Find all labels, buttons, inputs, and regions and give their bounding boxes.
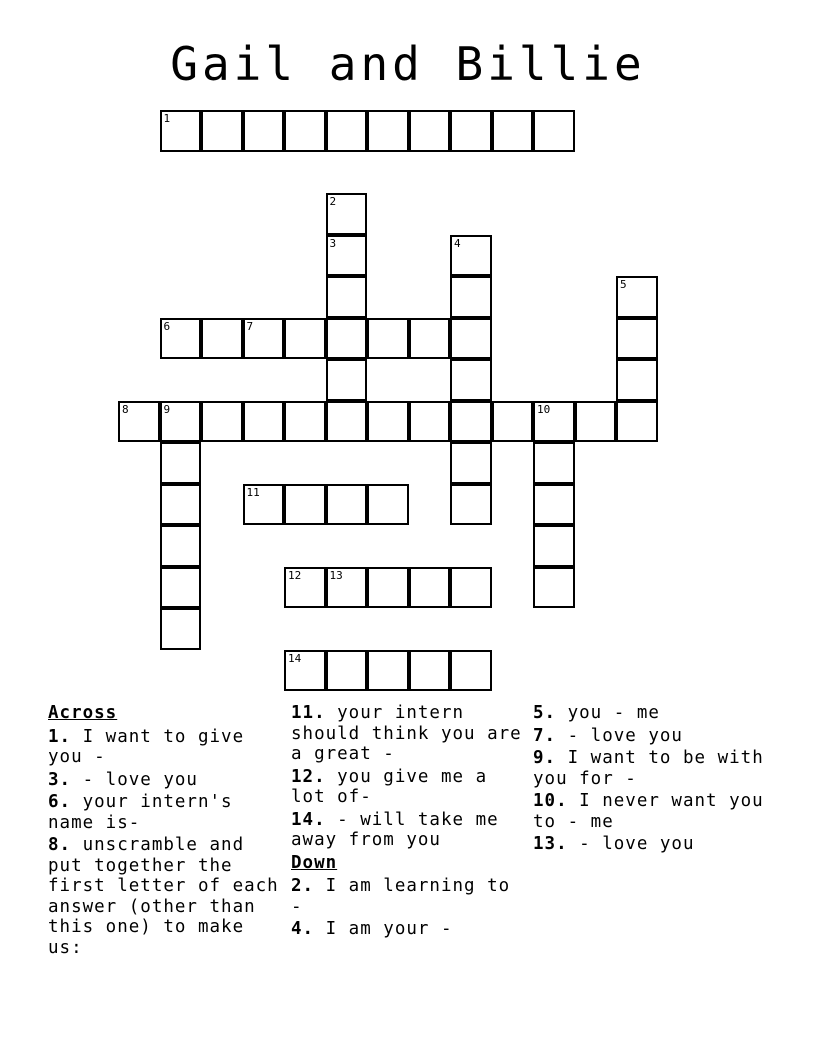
clue-number: 3.: [48, 769, 72, 790]
clue-item: [533, 726, 769, 747]
grid-cell[interactable]: [533, 484, 575, 526]
grid-cell[interactable]: [201, 110, 243, 152]
grid-cell[interactable]: [201, 318, 243, 360]
cell-number: 3: [329, 236, 337, 250]
cell-number: 4: [454, 236, 461, 250]
clue-text: your intern's name is-: [48, 792, 233, 833]
clue-item: [533, 703, 769, 724]
clue-item: [533, 748, 769, 789]
cell-number: 9: [163, 402, 171, 416]
grid-cell[interactable]: [160, 484, 202, 526]
clue-text: unscramble and put together the first letter of each answer (other than this one) to make us:: [48, 835, 279, 958]
grid-cell[interactable]: [160, 318, 202, 360]
grid-cell[interactable]: [367, 650, 409, 692]
grid-cell[interactable]: [326, 110, 368, 152]
grid-cell[interactable]: [616, 318, 658, 360]
grid-cell[interactable]: [616, 276, 658, 318]
grid-cell[interactable]: [409, 650, 451, 692]
clue-text: - love you: [71, 769, 198, 790]
grid-cell[interactable]: [367, 110, 409, 152]
clue-text: I am your -: [314, 919, 453, 939]
grid-cell[interactable]: [575, 401, 617, 443]
grid-cell[interactable]: [326, 235, 368, 277]
clues-column-3: [533, 703, 769, 857]
clue-item: [291, 767, 527, 808]
clue-item: [48, 727, 284, 768]
grid-cell[interactable]: [409, 318, 451, 360]
clue-number: 13.: [533, 834, 568, 854]
clue-text: I never want you to - me: [533, 791, 764, 832]
grid-cell[interactable]: [326, 318, 368, 360]
grid-cell[interactable]: [450, 235, 492, 277]
clue-item: [48, 770, 284, 791]
grid-cell[interactable]: [326, 484, 368, 526]
grid-cell[interactable]: [160, 608, 202, 650]
clue-heading: Across: [48, 703, 118, 723]
clue-text: - will take me away from you: [291, 809, 499, 850]
grid-cell[interactable]: [616, 401, 658, 443]
puzzle-title: Gail and Billie: [170, 37, 646, 91]
clue-text: you give me a lot of-: [291, 766, 488, 807]
grid-cell[interactable]: [118, 401, 160, 443]
clues-column-1: [48, 703, 284, 960]
grid-cell[interactable]: [284, 110, 326, 152]
grid-cell[interactable]: [326, 567, 368, 609]
grid-cell[interactable]: [492, 110, 534, 152]
clue-number: 1.: [48, 726, 72, 747]
clue-number: 11.: [291, 703, 326, 723]
clue-text: you - me: [556, 703, 660, 723]
grid-cell[interactable]: [160, 567, 202, 609]
grid-cell[interactable]: [533, 442, 575, 484]
grid-cell[interactable]: [409, 567, 451, 609]
grid-cell[interactable]: [326, 193, 368, 235]
grid-cell[interactable]: [326, 359, 368, 401]
grid-cell[interactable]: [160, 442, 202, 484]
cell-number: 6: [163, 319, 171, 333]
clue-item: [48, 792, 284, 833]
grid-cell[interactable]: [326, 650, 368, 692]
grid-cell[interactable]: [284, 484, 326, 526]
grid-cell[interactable]: [450, 567, 492, 609]
clue-item: [533, 834, 769, 855]
clue-number: 4.: [291, 919, 315, 939]
clue-number: 5.: [533, 703, 557, 723]
cell-number: 7: [246, 319, 254, 333]
clues-column-2: [291, 703, 527, 942]
grid-cell[interactable]: [243, 318, 285, 360]
grid-cell[interactable]: [367, 401, 409, 443]
clue-number: 7.: [533, 725, 557, 746]
grid-cell[interactable]: [326, 276, 368, 318]
grid-cell[interactable]: [284, 567, 326, 609]
grid-cell[interactable]: [533, 401, 575, 443]
clue-item: [291, 876, 527, 917]
clue-number: 12.: [291, 766, 326, 787]
clue-text: - love you: [567, 834, 695, 854]
cell-number: 1: [163, 112, 171, 125]
clue-number: 6.: [48, 792, 72, 812]
grid-cell[interactable]: [367, 484, 409, 526]
grid-cell[interactable]: [160, 401, 202, 443]
grid-cell[interactable]: [367, 318, 409, 360]
grid-cell[interactable]: [409, 110, 451, 152]
grid-cell[interactable]: [533, 567, 575, 609]
grid-cell[interactable]: [284, 401, 326, 443]
clue-text: I want to be with you for -: [533, 748, 764, 789]
grid-cell[interactable]: [533, 110, 575, 152]
clue-heading: Down: [291, 852, 338, 873]
cell-number: 14: [288, 651, 302, 665]
grid-cell[interactable]: [450, 276, 492, 318]
clue-item: [48, 835, 284, 958]
grid-cell[interactable]: [243, 484, 285, 526]
cell-number: 11: [246, 485, 260, 499]
clue-text: your intern should think you are a great -: [291, 703, 522, 764]
grid-cell[interactable]: [243, 110, 285, 152]
cell-number: 5: [620, 278, 627, 291]
grid-cell[interactable]: [492, 401, 534, 443]
grid-cell[interactable]: [284, 650, 326, 692]
grid-cell[interactable]: [201, 401, 243, 443]
clue-number: 10.: [533, 791, 568, 811]
grid-cell[interactable]: [450, 318, 492, 360]
grid-cell[interactable]: [533, 525, 575, 567]
grid-cell[interactable]: [367, 567, 409, 609]
clue-number: 8.: [48, 835, 72, 855]
clue-item: [291, 810, 527, 851]
grid-cell[interactable]: [160, 525, 202, 567]
clue-text: I want to give you -: [48, 726, 245, 767]
clue-number: 14.: [291, 809, 326, 830]
cell-number: 12: [288, 568, 302, 582]
cell-number: 2: [329, 195, 337, 208]
grid-cell[interactable]: [616, 359, 658, 401]
cell-number: 10: [537, 402, 551, 416]
grid-cell[interactable]: [326, 401, 368, 443]
grid-cell[interactable]: [450, 484, 492, 526]
grid-cell[interactable]: [409, 401, 451, 443]
grid-cell[interactable]: [160, 110, 202, 152]
cell-number: 8: [122, 402, 129, 416]
grid-cell[interactable]: [450, 650, 492, 692]
grid-cell[interactable]: [450, 401, 492, 443]
clue-text: I am learning to -: [291, 876, 511, 917]
clue-text: - love you: [556, 725, 683, 746]
grid-cell[interactable]: [243, 401, 285, 443]
grid-cell[interactable]: [450, 442, 492, 484]
clue-number: 2.: [291, 876, 315, 896]
cell-number: 13: [329, 568, 343, 582]
clue-number: 9.: [533, 748, 557, 768]
clue-item: [291, 919, 527, 940]
grid-cell[interactable]: [450, 110, 492, 152]
clue-item: [533, 791, 769, 832]
grid-cell[interactable]: [450, 359, 492, 401]
grid-cell[interactable]: [284, 318, 326, 360]
clue-item: [291, 703, 527, 765]
